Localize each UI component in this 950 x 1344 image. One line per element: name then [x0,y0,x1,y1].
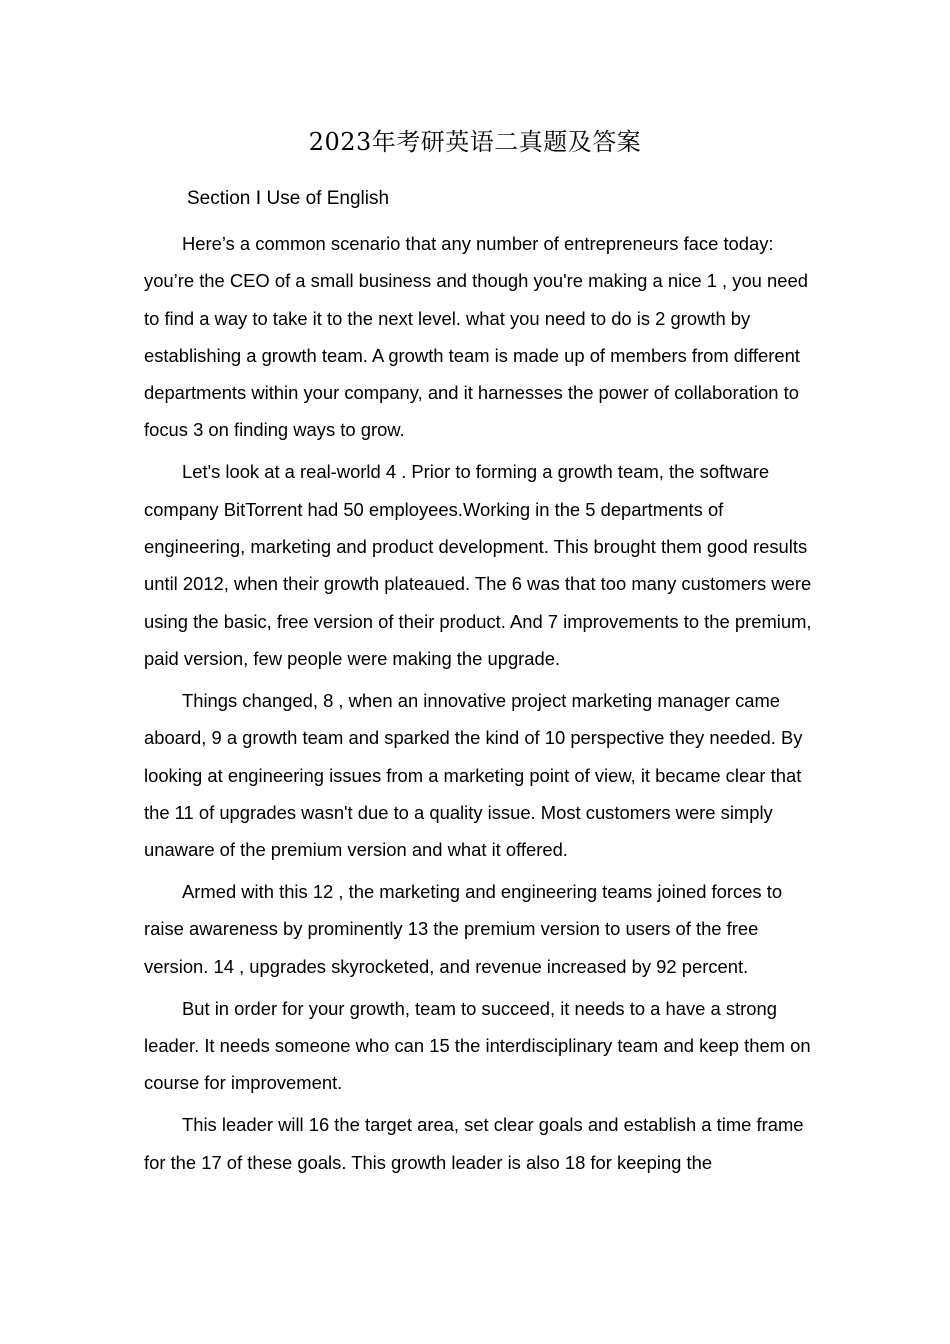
section-heading: Section Ⅰ Use of English [187,188,390,209]
document-body [144,225,812,1186]
paragraph: Armed with this 12 , the marketing and engineering teams joined forces to raise awareness by prominently 13 the premium version to users of the free version. 14 , upgrades skyrocketed, and revenue increased by 92 percent. [144,881,783,977]
paragraph: But in order for your growth, team to succeed, it needs to a have a strong leader. It needs someone who can 15 the interdisciplinary team and keep them on course for improvement. [144,997,811,1094]
paragraph: Things changed, 8 , when an innovative project marketing manager came aboard, 9 a growth team and sparked the kind of 10 perspective they needed. By looking at engineering issues from a marketing point of view, it became clear that the 11 of upgrades wasn't due to a quality issue. Most customers were simply unaware of the premium version and what it offered. [144,689,803,861]
paragraph: Here’s a common scenario that any number of entrepreneurs face today: you’re the CEO of a small business and though you're making a nice 1 , you need to find a way to take it to the next level. what you need to do is 2 growth by establishing a growth team. A growth team is made up of members from different departments within your company, and it harnesses the power of collaboration to focus 3 on finding ways to grow. [144,233,808,441]
paragraph: This leader will 16 the target area, set clear goals and establish a time frame for the 17 of these goals. This growth leader is also 18 for keeping the [144,1114,804,1173]
paragraph: Let's look at a real-world 4 . Prior to forming a growth team, the software company BitTorrent had 50 employees.Working in the 5 departments of engineering, marketing and product development. This brought them good results until 2012, when their growth plateaued. The 6 was that too many customers were using the basic, free version of their product. And 7 improvements to the premium, paid version, few people were making the upgrade. [144,461,812,669]
document-title: 2023年考研英语二真题及答案 [308,128,642,156]
